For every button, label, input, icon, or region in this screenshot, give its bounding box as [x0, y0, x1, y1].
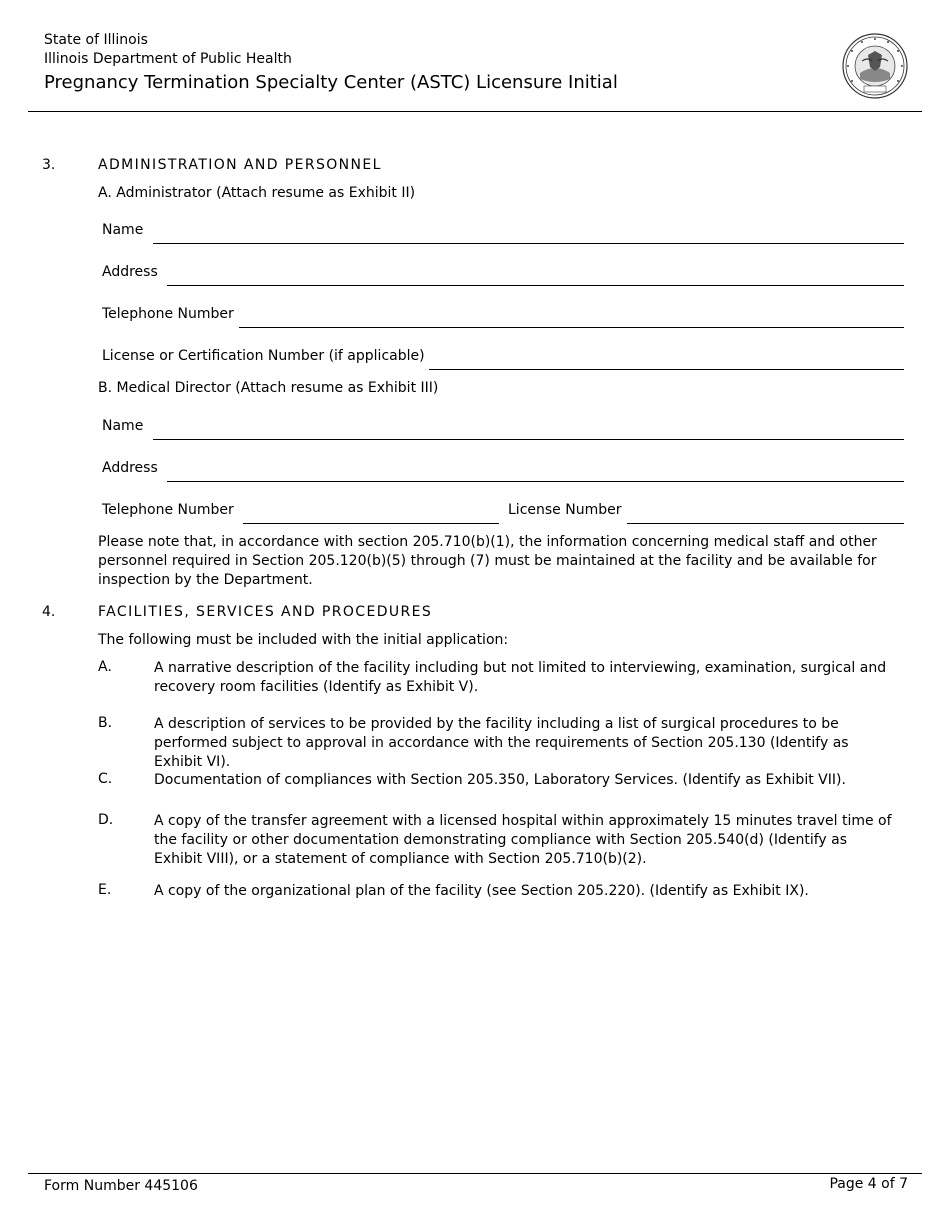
director-name-label: Name [102, 418, 144, 434]
form-number: Form Number 445106 [44, 1178, 198, 1194]
director-name-field[interactable] [153, 439, 904, 440]
admin-address-label: Address [102, 264, 158, 280]
item-text: A narrative description of the facility including but not limited to interviewing, examination, surgical and recovery room facilities (Identify as Exhibit V). [154, 660, 887, 695]
administrator-heading: A. Administrator (Attach resume as Exhibit II) [98, 185, 416, 201]
admin-telephone-label: Telephone Number [102, 306, 234, 322]
state-name: State of Illinois [44, 32, 148, 48]
form-title: Pregnancy Termination Specialty Center (ASTC) Licensure Initial [44, 72, 618, 93]
admin-license-field[interactable] [429, 369, 904, 370]
section-4-intro: The following must be included with the initial application: [98, 632, 509, 648]
director-license-label: License Number [508, 502, 622, 518]
item-text: A copy of the organizational plan of the facility (see Section 205.220). (Identify as Exhibit IX). [154, 883, 809, 899]
footer-divider [28, 1173, 922, 1174]
director-license-field[interactable] [627, 523, 904, 524]
admin-name-label: Name [102, 222, 144, 238]
item-letter: D. [98, 812, 114, 828]
item-letter: C. [98, 771, 113, 787]
section-3-title: ADMINISTRATION AND PERSONNEL [98, 157, 382, 173]
page-indicator: Page 4 of 7 [829, 1176, 908, 1192]
item-text: A copy of the transfer agreement with a licensed hospital within approximately 15 minutes travel time of the facility or other documentation demonstrating compliance with Section 205.540(d) (Identify as Exhibit VIII), or a statement of compliance with Section 205.710(b)(2). [154, 813, 892, 867]
item-letter: A. [98, 659, 112, 675]
personnel-note: Please note that, in accordance with section 205.710(b)(1), the information concerning medical staff and other personnel required in Section 205.120(b)(5) through (7) must be maintained at the facility and be available for inspection by the Department. [98, 534, 877, 588]
section-4-number: 4. [42, 604, 56, 620]
admin-telephone-field[interactable] [239, 327, 904, 328]
item-text: Documentation of compliances with Section 205.350, Laboratory Services. (Identify as Exhibit VII). [154, 772, 846, 788]
admin-address-field[interactable] [167, 285, 904, 286]
director-telephone-field[interactable] [243, 523, 499, 524]
header-divider [28, 111, 922, 112]
section-3-number: 3. [42, 157, 56, 173]
admin-license-label: License or Certification Number (if applicable) [102, 348, 425, 364]
department-name: Illinois Department of Public Health [44, 51, 292, 67]
item-letter: E. [98, 882, 112, 898]
director-telephone-label: Telephone Number [102, 502, 234, 518]
item-letter: B. [98, 715, 113, 731]
director-address-label: Address [102, 460, 158, 476]
admin-name-field[interactable] [153, 243, 904, 244]
medical-director-heading: B. Medical Director (Attach resume as Exhibit III) [98, 380, 439, 396]
item-text: A description of services to be provided by the facility including a list of surgical procedures to be performed subject to approval in accordance with the requirements of Section 205.130 (Identify as Exhibit VI). [154, 716, 849, 770]
section-4-title: FACILITIES, SERVICES AND PROCEDURES [98, 604, 433, 620]
illinois-state-seal [842, 33, 908, 99]
director-address-field[interactable] [167, 481, 904, 482]
